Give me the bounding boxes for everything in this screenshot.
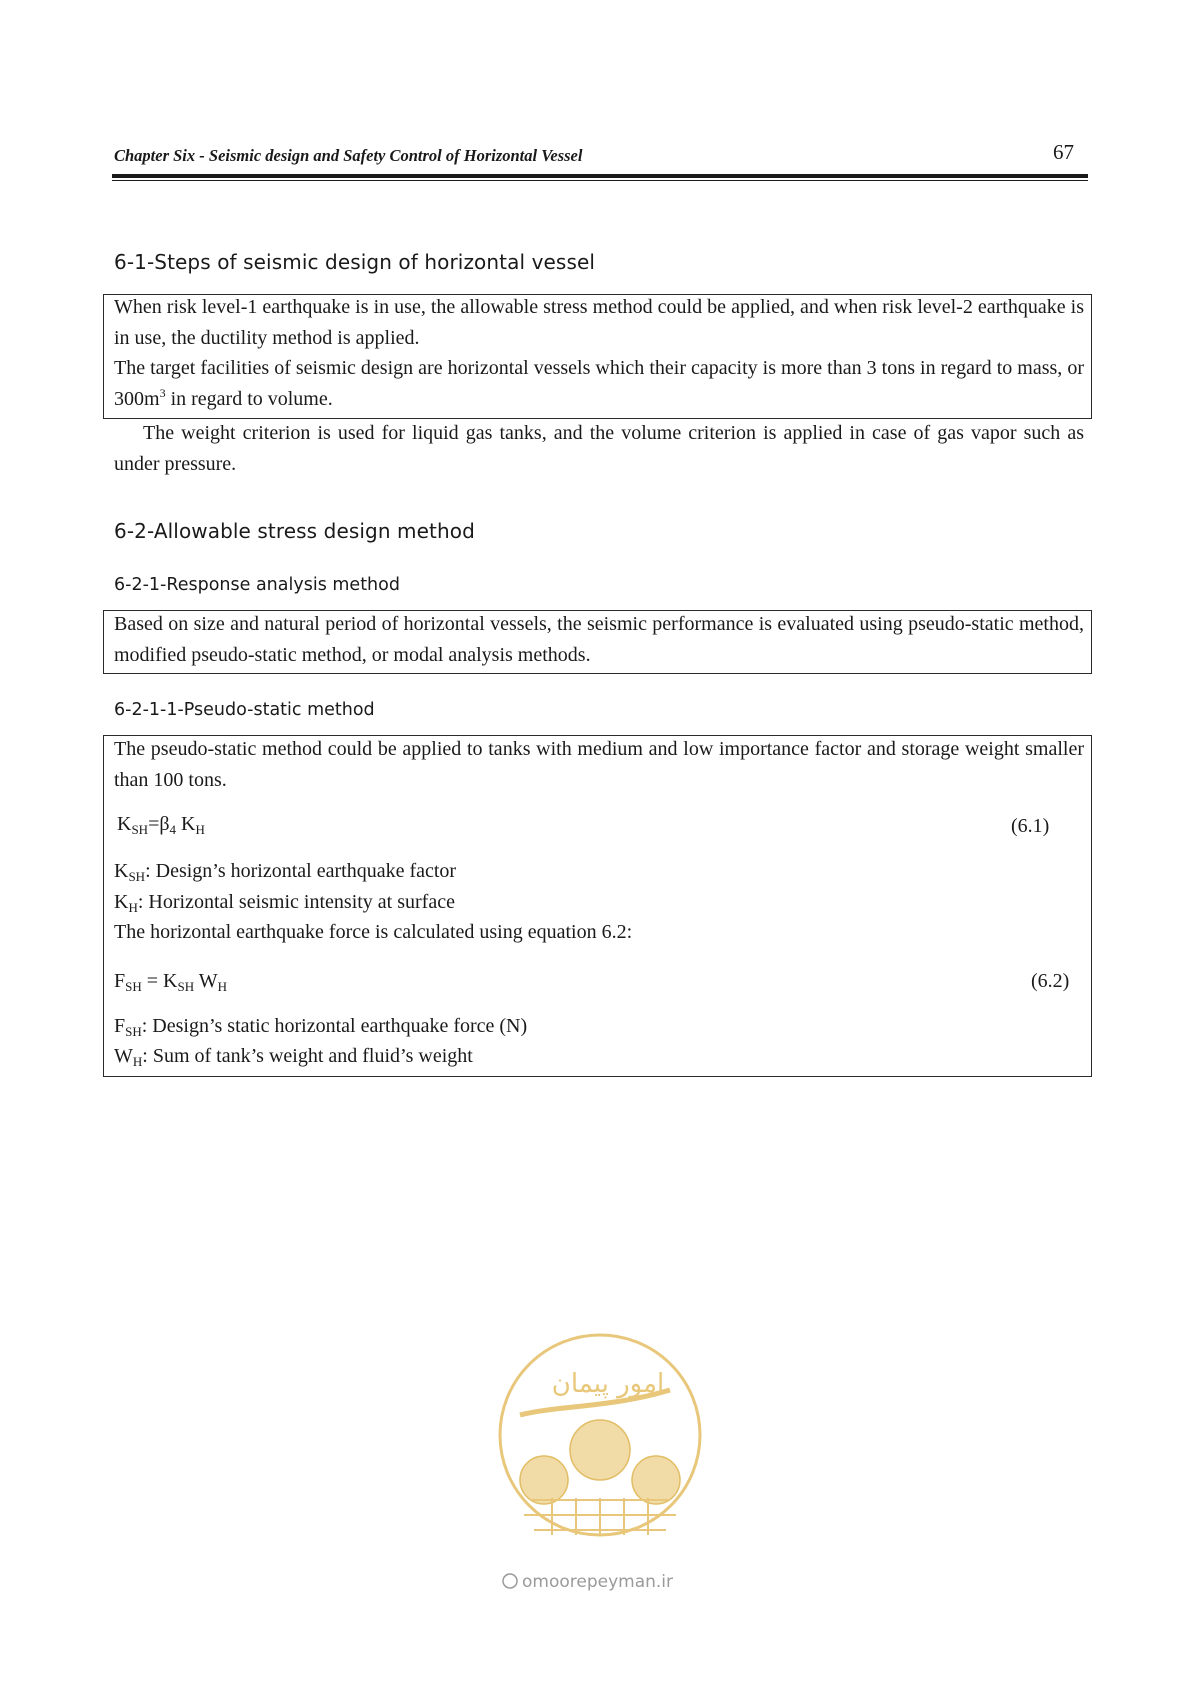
- eq-symbol: K: [176, 813, 196, 835]
- eq-symbol: K: [117, 813, 132, 835]
- eq-subscript: SH: [125, 979, 142, 994]
- def-text: : Sum of tank’s weight and fluid’s weight: [142, 1045, 473, 1067]
- globe-icon: [503, 1574, 517, 1588]
- definition-wh: [114, 1045, 473, 1068]
- def-symbol: W: [114, 1045, 133, 1067]
- def-subscript: H: [132, 1054, 143, 1069]
- def-text: : Design’s static horizontal earthquake force (N): [141, 1015, 528, 1037]
- running-header: [114, 140, 1084, 170]
- watermark-site: omoorepeyman.ir: [522, 1572, 674, 1592]
- eq-subscript: H: [195, 822, 205, 837]
- def-subscript: SH: [125, 1024, 142, 1039]
- def-subscript: H: [128, 900, 138, 915]
- eq-symbol: =β: [148, 813, 170, 835]
- scale-gear-icon: [520, 1456, 568, 1504]
- excavator-gear-icon: [632, 1456, 680, 1504]
- paragraph-weight-criterion: The weight criterion is used for liquid gas tanks, and the volume criterion is applied in case of gas vapor such as under pressure.: [114, 422, 1084, 475]
- def-subscript: SH: [128, 869, 146, 884]
- subsection-heading-6-2-1-1: 6-2-1-1-Pseudo-static method: [114, 700, 375, 720]
- section-heading-6-1: 6-1-Steps of seismic design of horizontal vessel: [114, 250, 596, 274]
- header-rule-thick: [112, 174, 1088, 178]
- eq-symbol: W: [194, 970, 218, 992]
- definition-fsh: [114, 1015, 527, 1038]
- header-rule-thin: [112, 180, 1088, 181]
- eq-subscript: SH: [131, 822, 149, 837]
- eq-symbol: = K: [141, 970, 178, 992]
- eq-subscript: SH: [177, 979, 195, 994]
- equation-lead-text: The horizontal earthquake force is calculated using equation 6.2:: [114, 921, 633, 943]
- watermark-seal: [490, 1330, 710, 1600]
- equation-6-1: [117, 813, 205, 836]
- equation-number-6-2: (6.2): [1031, 970, 1070, 992]
- text-run: in regard to volume.: [165, 387, 333, 410]
- def-symbol: K: [114, 891, 129, 913]
- seal-text: امور پیمان: [551, 1369, 665, 1399]
- def-symbol: F: [114, 1015, 126, 1037]
- running-title: Chapter Six - Seismic design and Safety Control of Horizontal Vessel: [114, 146, 583, 165]
- gear-icon: [570, 1420, 630, 1480]
- def-text: : Horizontal seismic intensity at surface: [137, 891, 455, 913]
- subsection-heading-6-2-1: 6-2-1-Response analysis method: [114, 575, 400, 595]
- def-text: : Design’s horizontal earthquake factor: [145, 860, 457, 882]
- superscript: 3: [159, 385, 166, 400]
- eq-subscript: 4: [169, 822, 177, 837]
- paragraph-pseudo-static: The pseudo-static method could be applied to tanks with medium and low importance factor and storage weight smaller than 100 tons.: [114, 738, 1084, 791]
- equation-number-6-1: (6.1): [1011, 815, 1050, 837]
- eq-subscript: H: [217, 979, 228, 994]
- page-number: 67: [1053, 140, 1074, 164]
- eq-symbol: F: [114, 970, 126, 992]
- definition-ksh: [114, 860, 456, 883]
- paragraph-risk-level: When risk level-1 earthquake is in use, the allowable stress method could be applied, and when risk level-2 earthquake is in use, the ductility method is applied.: [114, 296, 1084, 349]
- definition-kh: [114, 891, 455, 914]
- text-run: The target facilities of seismic design are horizontal vessels which their capacity is more than 3 tons in regard to mass, or 300m: [114, 357, 1084, 410]
- def-symbol: K: [114, 860, 129, 882]
- paragraph-target-facilities: [114, 353, 1084, 414]
- section-heading-6-2: 6-2-Allowable stress design method: [114, 519, 475, 543]
- equation-6-2: [114, 970, 227, 993]
- paragraph-response-analysis: Based on size and natural period of horizontal vessels, the seismic performance is evaluated using pseudo-static method, modified pseudo-static method, or modal analysis methods.: [114, 613, 1084, 666]
